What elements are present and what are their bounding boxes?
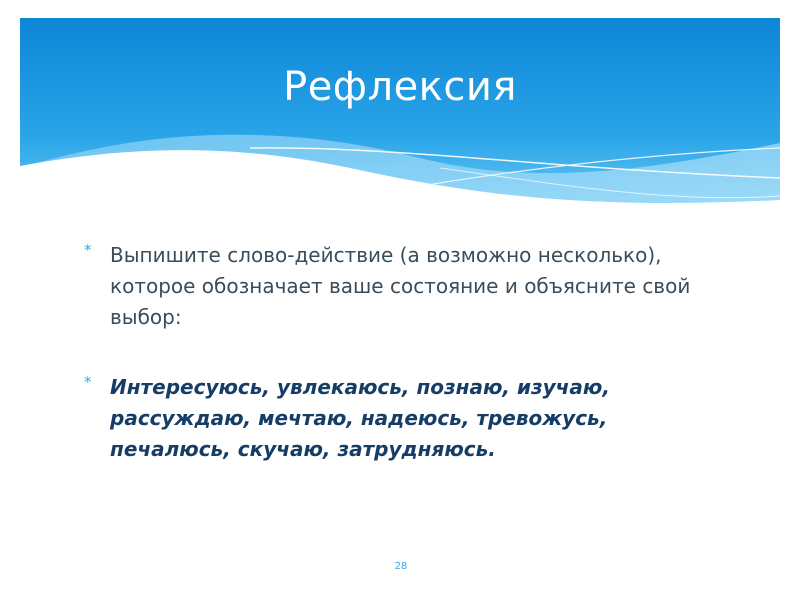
bullet-item-instruction — [84, 240, 734, 333]
bullet-text-instruction: Выпишите слово-действие (а возможно несколько), которое обозначает ваше состояние и объясните свой выбор: — [110, 243, 691, 329]
bullet-item-word-list — [84, 372, 734, 465]
wave-background-graphic — [20, 18, 780, 218]
page-number: 28 — [394, 561, 408, 572]
bullet-asterisk-icon: * — [84, 373, 92, 391]
bullet-text-word-list: Интересуюсь, увлекаюсь, познаю, изучаю, рассуждаю, мечтаю, надеюсь, тревожусь, печалюсь, скучаю, затрудняюсь. — [110, 375, 610, 461]
bullet-asterisk-icon: * — [84, 241, 92, 259]
header-wave-banner — [20, 18, 780, 218]
slide-title: Рефлексия — [283, 64, 517, 110]
